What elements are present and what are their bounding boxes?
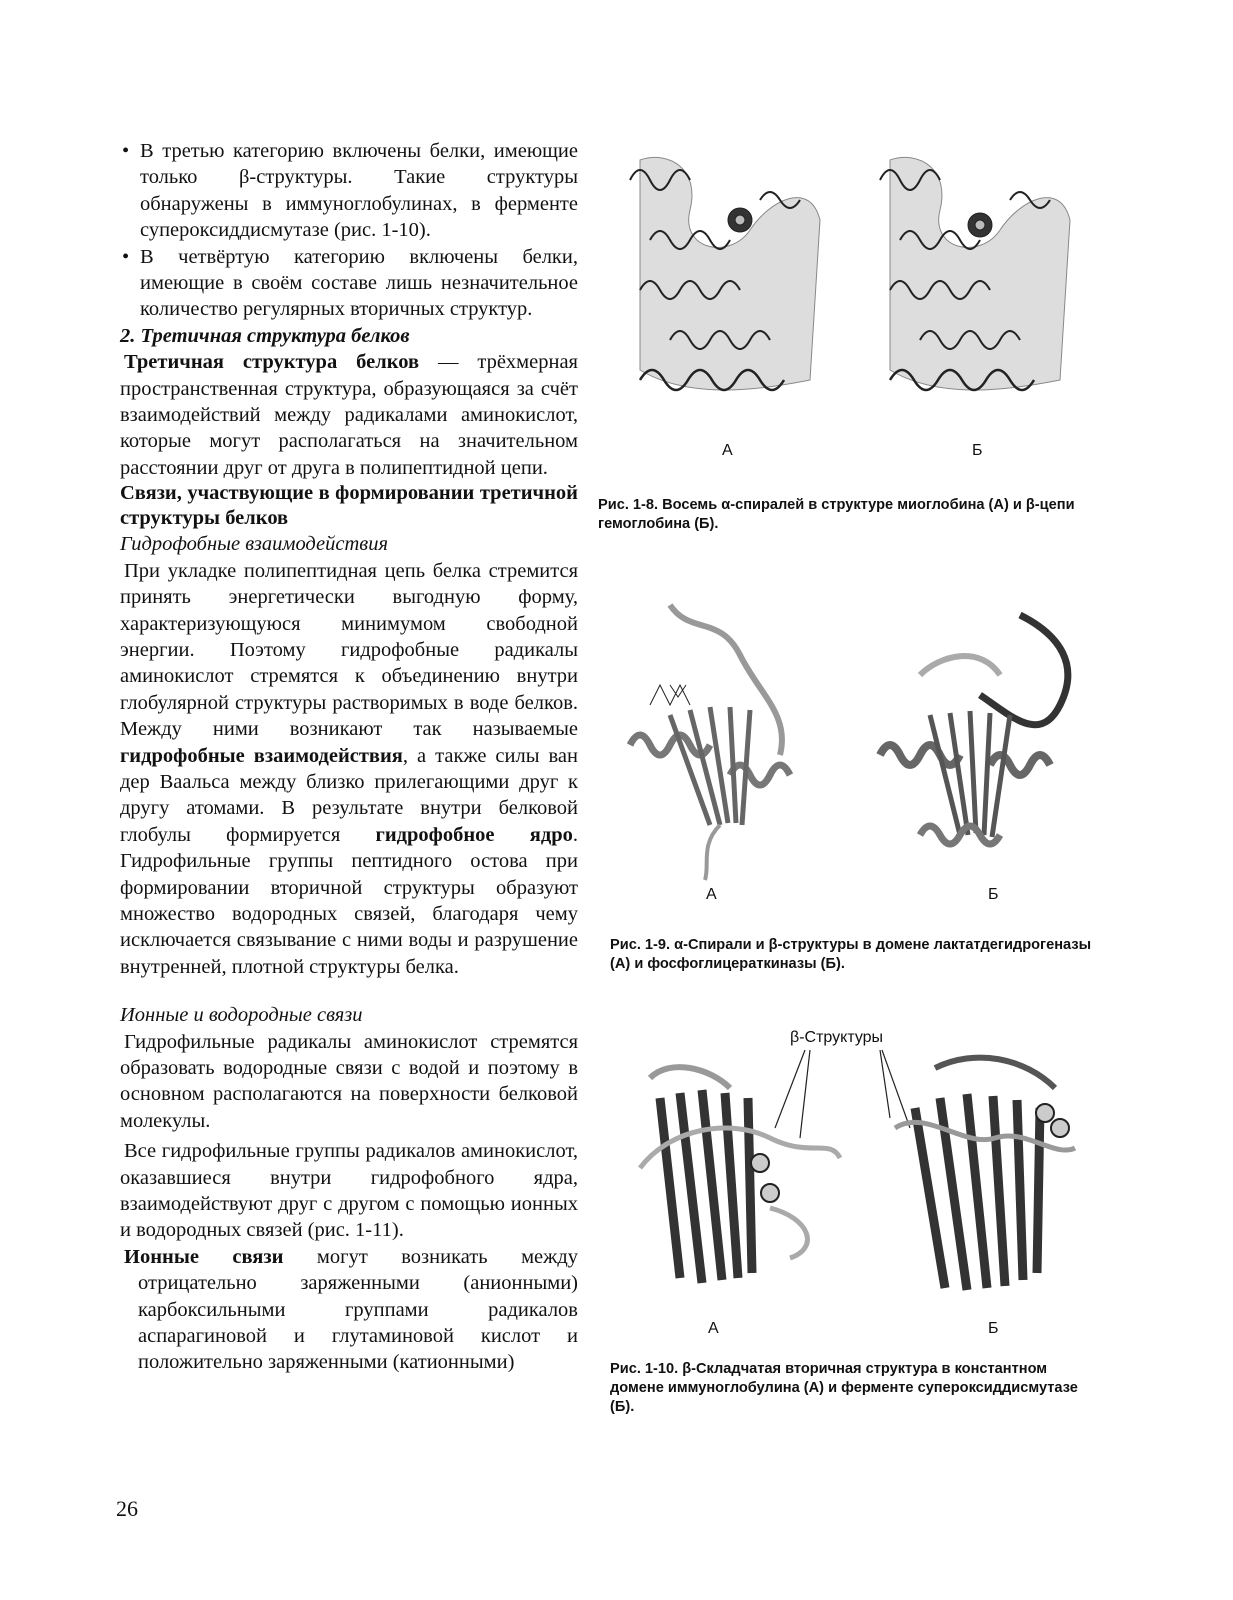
figure-1-9-lactate-phosphoglycerate	[610, 595, 1090, 885]
bullet-third-category: • В третью категорию включены белки, имеющие только β-структуры. Такие структуры обнаружены в иммуноглобулинах, в ферменте супероксиддисмутазе (рис. 1-10).	[120, 138, 578, 244]
figure-1-8-myoglobin-hemoglobin	[610, 140, 1090, 420]
term-tertiary: Третичная структура белков	[124, 351, 420, 374]
figure-1-10-immunoglobulin-sod	[610, 1048, 1090, 1308]
figure-1-9-label-b: Б	[988, 886, 999, 903]
paragraph-ionic-2: Все гидрофильные группы радикалов аминокислот, оказавшиеся внутри гидрофобного ядра, взаимодействуют друг с другом с помощью ионных и водородных связей (рис. 1-11).	[120, 1140, 578, 1242]
figure-1-9-panel-b	[880, 615, 1068, 844]
figure-1-8-caption: Рис. 1-8. Восемь α-спиралей в структуре миоглобина (А) и β-цепи гемоглобина (Б).	[598, 497, 1075, 532]
subheading-ionic: Ионные и водородные связи	[120, 1004, 363, 1027]
paragraph-tertiary-definition	[120, 349, 578, 481]
figure-1-9-caption: Рис. 1-9. α-Спирали и β-структуры в домене лактатдегидрогеназы (А) и фосфоглицераткиназы (Б).	[610, 937, 1092, 972]
term-ionic-bonds: Ионные связи	[124, 1245, 284, 1268]
figure-1-8-label-b: Б	[972, 442, 983, 459]
tertiary-definition-text: — трёхмерная пространственная структура, образующаяся за счёт взаимодействий между радикалами аминокислот, которые могут располагаться на значительном расстоянии друг от друга в полипептидной цепи.	[120, 351, 578, 479]
page-number: 26	[116, 1496, 138, 1521]
text-column	[120, 138, 578, 1376]
figure-1-10-caption: Рис. 1-10. β-Складчатая вторичная структура в константном домене иммуноглобулина (А) и ферменте супероксиддисмутазе (Б).	[610, 1361, 1078, 1415]
figure-1-8-label-a: А	[722, 442, 733, 459]
term-hydrophobic-interactions: гидрофобные взаимодействия	[120, 744, 403, 767]
figure-1-8-panel-b	[880, 157, 1070, 390]
figure-1-9-panel-a	[630, 605, 790, 880]
paragraph-ionic-1: Гидрофильные радикалы аминокислот стремятся образовать водородные связи с водой и поэтому в основном располагаются на поверхности белковой молекулы.	[120, 1030, 578, 1132]
subheading-hydrophobic: Гидрофобные взаимодействия	[120, 533, 388, 556]
heading-bonds: Связи, участвующие в формировании третичной структуры белков	[120, 482, 578, 530]
figure-1-10-annotation: β-Структуры	[790, 1029, 884, 1046]
paragraph-hydrophobic	[120, 558, 578, 981]
paragraph-ionic-3	[120, 1244, 578, 1376]
hydro-text-2: , а также силы ван дер Ваальса между близко прилегающими друг к другу атомами. В результате внутри белковой глобулы формируется	[120, 744, 578, 846]
hydro-text-3: . Гидрофильные группы пептидного остова при формировании вторичной структуры образуют множество водородных связей, благодаря чему исключается связывание с ними воды и разрушение внутренней, плотной структуры белка.	[120, 823, 578, 978]
figure-1-8-panel-a	[630, 157, 820, 390]
figure-1-10-panel-b	[895, 1058, 1075, 1290]
figure-1-10-label-b: Б	[988, 1320, 999, 1337]
bullet-fourth-category: • В четвёртую категорию включены белки, имеющие в своём составе лишь незначительное количество регулярных вторичных структур.	[120, 244, 578, 323]
hydro-text-1: При укладке полипептидная цепь белка стремится принять энергетически выгодную форму, характеризующуюся минимумом свободной энергии. Поэтому гидрофобные радикалы аминокислот стремятся к объединению внутри глобулярной структуры растворимых в воде белков. Между ними возникают так называемые	[120, 559, 578, 741]
figure-1-9-label-a: А	[706, 886, 717, 903]
annotation-pointer-lines	[775, 1050, 910, 1138]
figure-1-10-label-a: А	[708, 1320, 719, 1337]
section-heading-tertiary: 2. Третичная структура белков	[120, 324, 410, 347]
term-hydrophobic-core: гидрофобное ядро	[375, 823, 573, 846]
figure-1-10-panel-a	[640, 1067, 840, 1283]
ionic-text-3: могут возникать между отрицательно заряженными (анионными) карбоксильными группами радикалов аспарагиновой и глутаминовой кислот и положительно заряженными (катионными)	[138, 1245, 579, 1374]
